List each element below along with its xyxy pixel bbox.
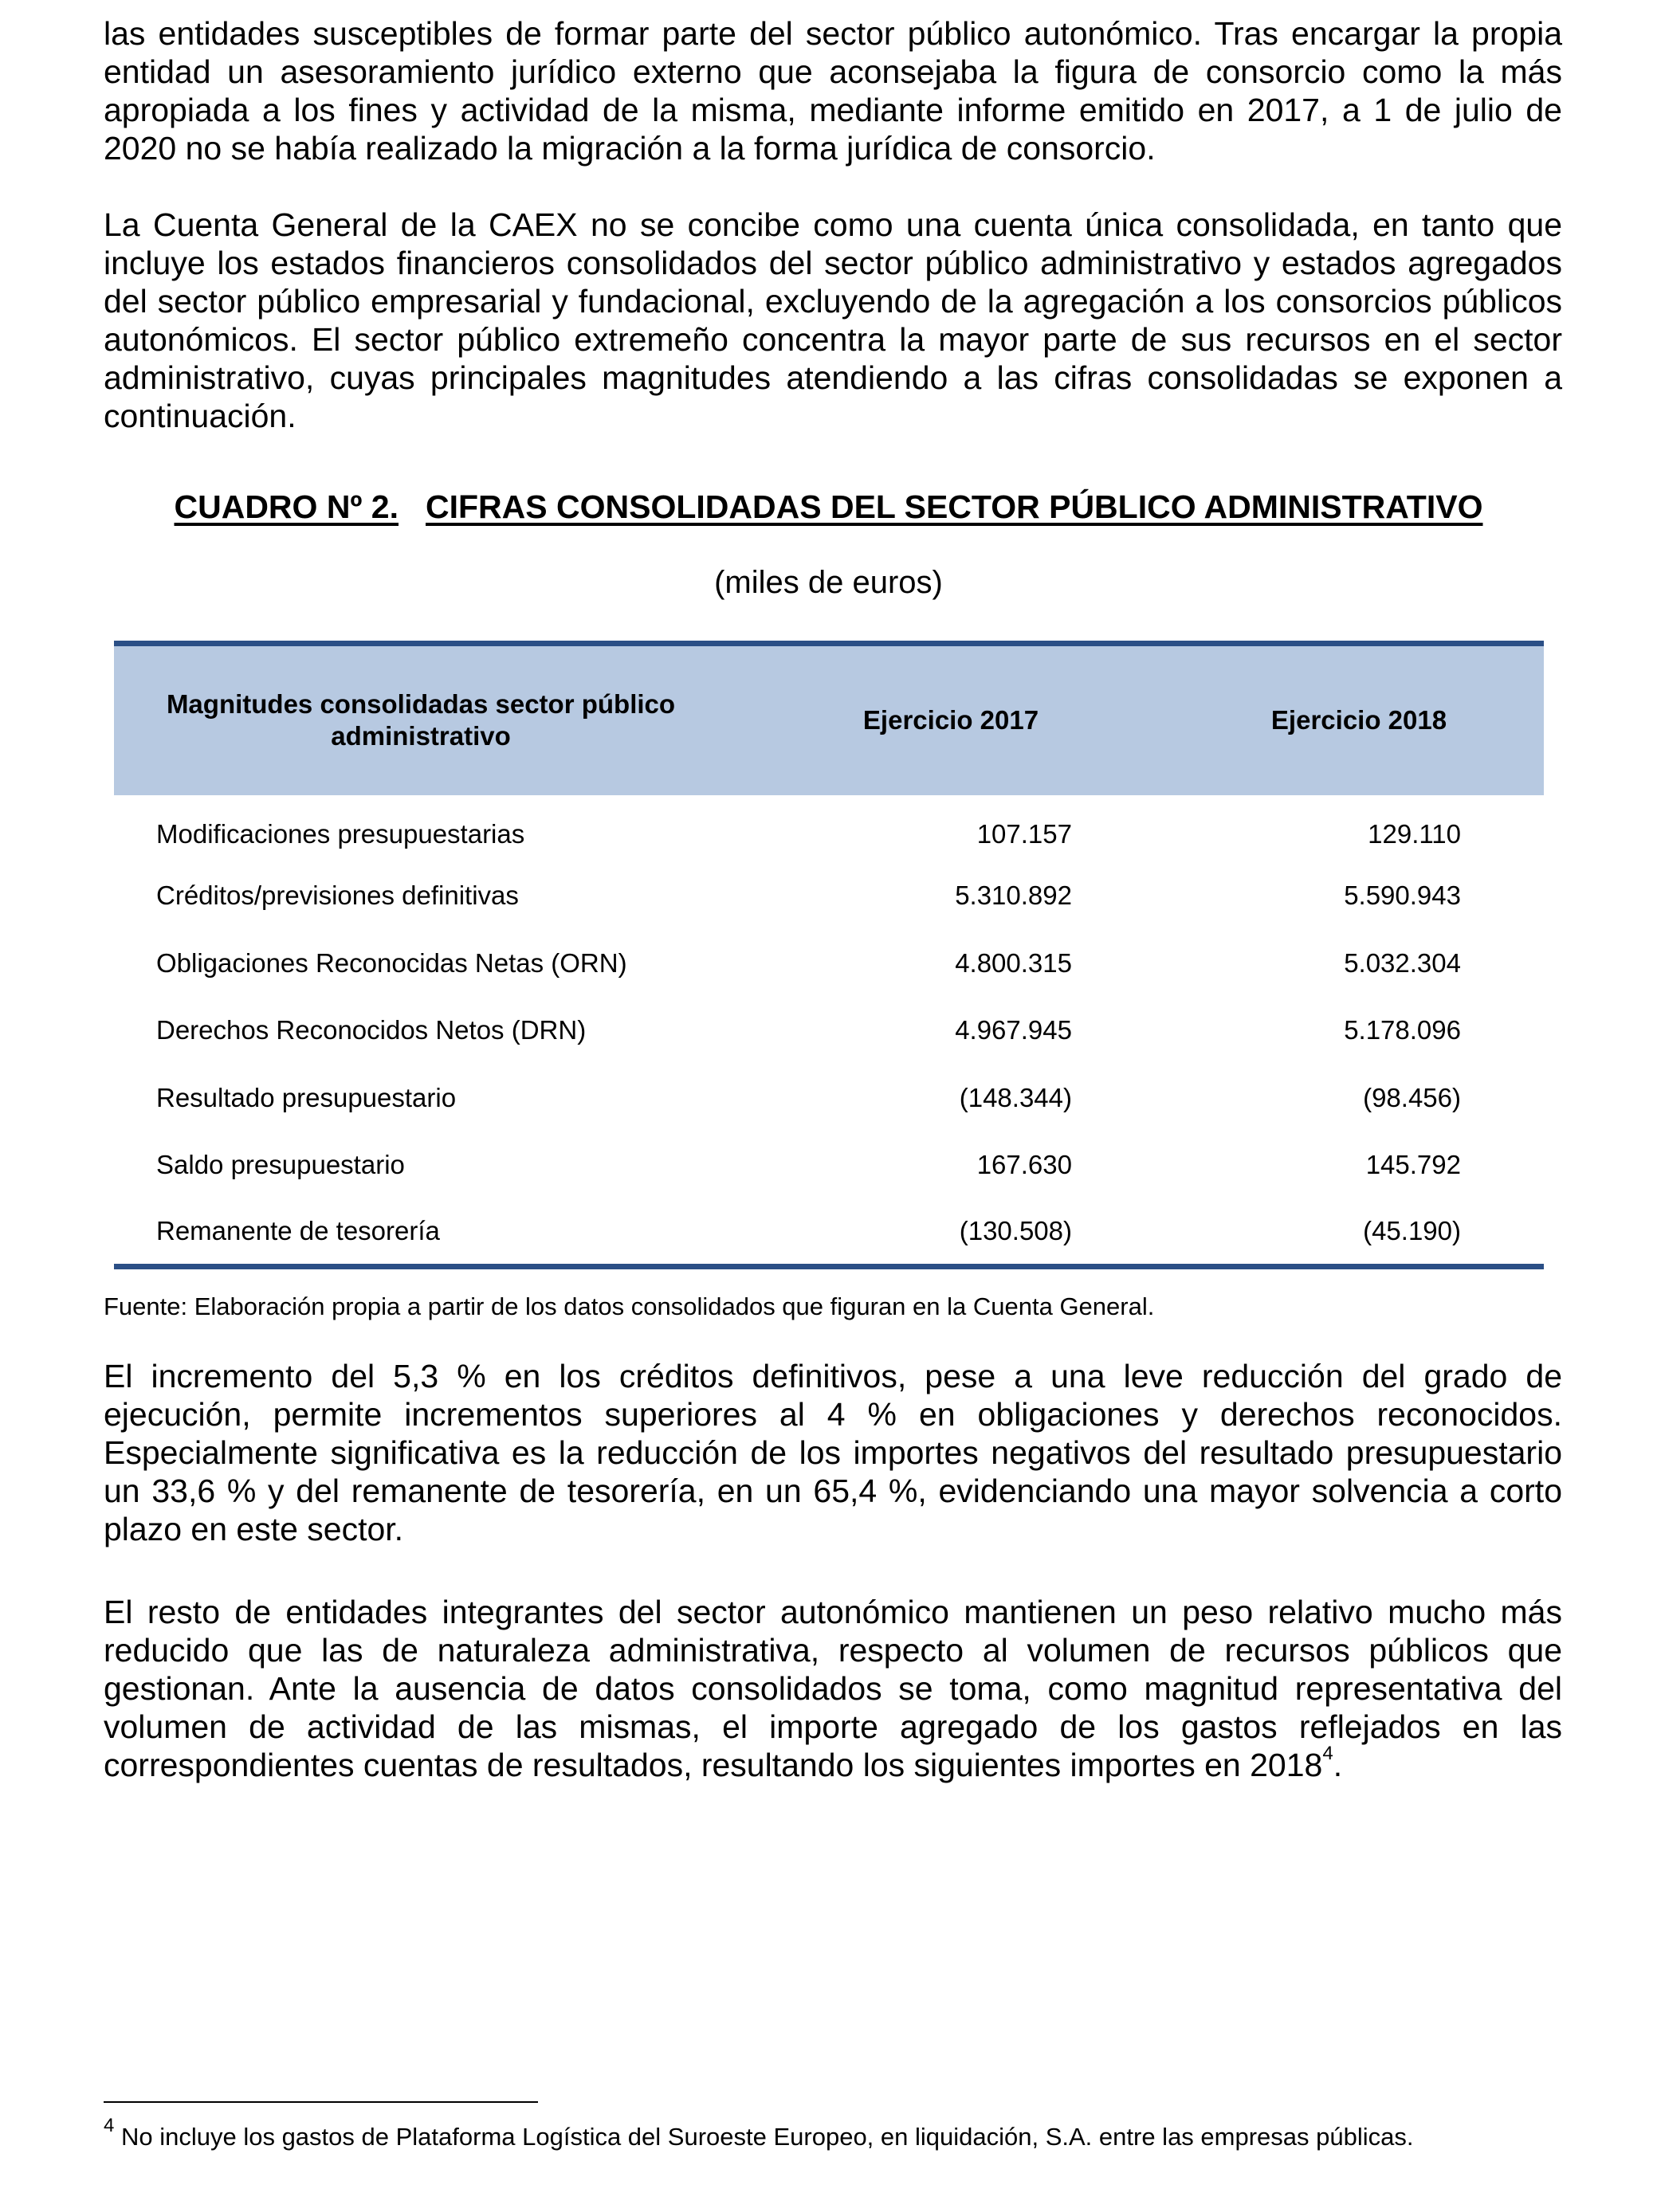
value-2018: 5.032.304 bbox=[1344, 947, 1461, 978]
footnote-separator bbox=[104, 2101, 538, 2103]
row-label: Saldo presupuestario bbox=[156, 1150, 405, 1180]
value-2017: 107.157 bbox=[976, 819, 1072, 849]
consolidated-figures-table bbox=[114, 641, 1544, 1269]
value-2018: 145.792 bbox=[1365, 1150, 1461, 1180]
row-label: Derechos Reconocidos Netos (DRN) bbox=[156, 1015, 587, 1045]
table-row bbox=[114, 862, 1544, 930]
table-row bbox=[114, 1131, 1544, 1199]
table-title-text: CIFRAS CONSOLIDADAS DEL SECTOR PÚBLICO ADMINISTRATIVO bbox=[426, 488, 1483, 525]
paragraph-incremento: El incremento del 5,3 % en los créditos definitivos, pese a una leve reducción del grado de ejecución, permite incrementos superiores al 4 % en obligaciones y derechos reconocidos. Especialmente significativa es la reducción de los importes negativos del resultado presupuestario un 33,6 % y del remanente de tesorería, en un 65,4 %, evidenciando una mayor solvencia a corto plazo en este sector. bbox=[104, 1358, 1562, 1547]
value-2017: (130.508) bbox=[959, 1216, 1072, 1245]
value-2017: (148.344) bbox=[959, 1082, 1072, 1112]
table-row bbox=[114, 930, 1544, 998]
header-magnitudes: Magnitudes consolidadas sector público administrativo bbox=[166, 689, 676, 751]
table-source: Fuente: Elaboración propia a partir de los datos consolidados que figuran en la Cuenta General. bbox=[104, 1292, 1155, 1320]
header-ejercicio-2018: Ejercicio 2018 bbox=[1270, 705, 1447, 735]
value-2017: 167.630 bbox=[976, 1150, 1072, 1180]
footnote-reference[interactable]: 4 bbox=[1322, 1743, 1333, 1765]
row-label: Obligaciones Reconocidas Netas (ORN) bbox=[156, 947, 627, 978]
paragraph-resto-text: El resto de entidades integrantes del sector autonómico mantienen un peso relativo mucho más reducido que las de naturaleza administrativa, respecto al volumen de recursos públicos que gestionan. Ante la ausencia de datos consolidados se toma, como magnitud representativa del volumen de actividad de las mismas, el importe agregado de los gastos reflejados en las correspondientes cuentas de resultados, resultando los siguientes importes en 2018 bbox=[104, 1594, 1562, 1783]
row-label: Modificaciones presupuestarias bbox=[156, 819, 525, 849]
paragraph-entidades: las entidades susceptibles de formar parte del sector público autonómico. Tras encargar la propia entidad un asesoramiento jurídico externo que aconsejaba la figura de consorcio como la más apropiada a los fines y actividad de la misma, mediante informe emitido en 2017, a 1 de julio de 2020 no se había realizado la migración a la forma jurídica de consorcio. bbox=[104, 15, 1562, 167]
table-title bbox=[0, 488, 1657, 526]
paragraph-resto-entidades bbox=[104, 1593, 1562, 1784]
header-ejercicio-2017: Ejercicio 2017 bbox=[862, 705, 1039, 735]
row-label: Resultado presupuestario bbox=[156, 1082, 457, 1112]
paragraph-end: . bbox=[1333, 1747, 1343, 1783]
value-2017: 4.967.945 bbox=[955, 1015, 1072, 1045]
value-2018: 5.590.943 bbox=[1344, 880, 1461, 911]
footnote-number: 4 bbox=[104, 2114, 115, 2136]
table-row bbox=[114, 1199, 1544, 1267]
value-2018: (45.190) bbox=[1363, 1216, 1461, 1245]
value-2017: 4.800.315 bbox=[955, 947, 1072, 978]
table-row bbox=[114, 1065, 1544, 1132]
footnote-text: No incluye los gastos de Plataforma Logística del Suroeste Europeo, en liquidación, S.A. entre las empresas públicas. bbox=[114, 2123, 1414, 2151]
table-row bbox=[114, 795, 1544, 863]
table-title-number: CUADRO Nº 2. bbox=[174, 488, 399, 525]
row-label: Remanente de tesorería bbox=[156, 1216, 440, 1245]
value-2018: (98.456) bbox=[1363, 1082, 1461, 1112]
value-2018: 129.110 bbox=[1368, 819, 1461, 849]
footnote bbox=[104, 2114, 1414, 2153]
table-header-row bbox=[114, 644, 1544, 795]
paragraph-cuenta-general: La Cuenta General de la CAEX no se concibe como una cuenta única consolidada, en tanto que incluye los estados financieros consolidados del sector público administrativo y estados agregados del sector público empresarial y fundacional, excluyendo de la agregación a los consorcios públicos autonómicos. El sector público extremeño concentra la mayor parte de sus recursos en el sector administrativo, cuyas principales magnitudes atendiendo a las cifras consolidadas se exponen a continuación. bbox=[104, 206, 1562, 434]
row-label: Créditos/previsiones definitivas bbox=[156, 880, 519, 911]
table-unit: (miles de euros) bbox=[714, 565, 943, 600]
value-2018: 5.178.096 bbox=[1344, 1015, 1461, 1045]
value-2017: 5.310.892 bbox=[955, 880, 1072, 911]
table-row bbox=[114, 997, 1544, 1065]
